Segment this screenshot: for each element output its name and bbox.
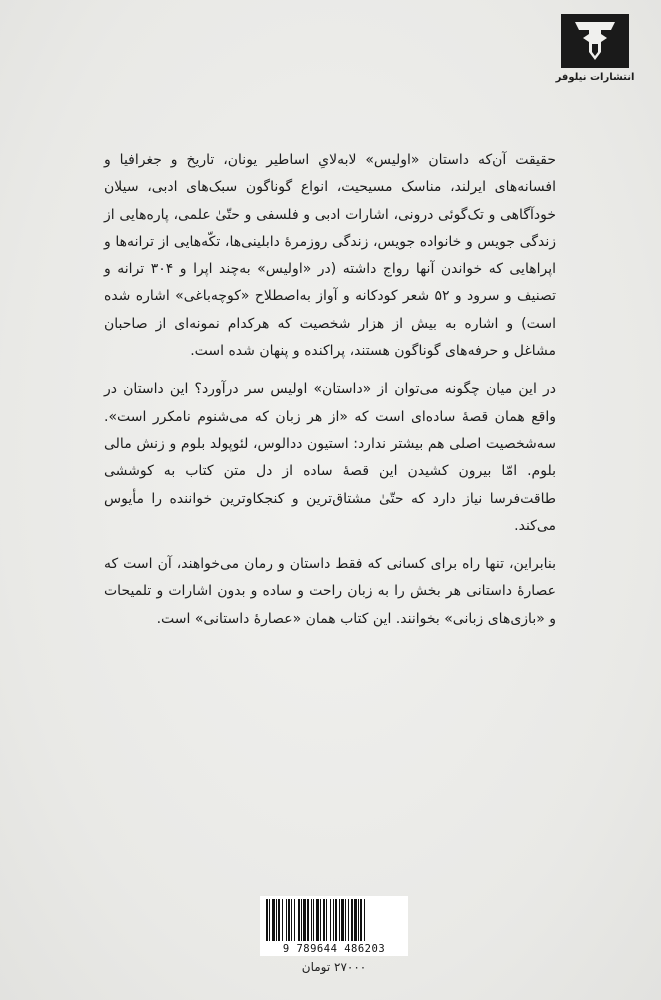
niloofar-logo-icon [561, 14, 629, 68]
paragraph-2: در این میان چگونه می‌توان از «داستان» اولیس سر درآورد؟ این داستان در واقع همان قصهٔ ساده‌ای است که «از هر زبان که می‌شنوم نامکرر است». سه‌شخصیت اصلی هم بیشتر ندارد: استیون ددالوس، لئوپولد بلوم و زنش مالی بلوم. امّا بیرون کشیدن این قصهٔ ساده از دل متن کتاب به کوششی طاقت‌فرسا نیاز دارد که حتّیٰ مشتاق‌ترین و کنجکاوترین خواننده را مأیوس می‌کند. [104, 381, 556, 534]
barcode-block [260, 896, 408, 974]
publisher-logo [557, 14, 633, 83]
publisher-name: انتشارات نیلوفر [555, 72, 635, 83]
paragraph-1: حقیقت آن‌که داستان «اولیس» لابه‌لایِ اساطیر یونان، تاریخ و جغرافیا و افسانه‌های ایرلند، مناسک مسیحیت، انواع گوناگون سبک‌های ادبی، سیلان خودآگاهی و تک‌گوئی درونی، اشارات ادبی و فلسفی و حتّیٰ علمی، پاره‌هایی از زندگی جویس و خانواده جویس، زندگی روزمرهٔ دابلینی‌ها، تکّه‌هایی از ترانه‌ها و اپراهایی که خواندن آنها رواج داشته (در «اولیس» به‌چند اپرا و ۳۰۴ ترانه و تصنیف و سرود و ۵۲ شعر کودکانه و آواز به‌اصطلاح «کوچه‌باغی» اشاره شده است) و اشاره به بیش از هزار شخصیت که هرکدام نمونه‌ای از صاحبان مشاغل و حرفه‌های گوناگون هستند، پراکنده و پنهان شده است. [104, 152, 556, 360]
isbn-number: 9 789644 486203 [282, 943, 386, 955]
paragraph-3: بنابراین، تنها راه برای کسانی که فقط داستان و رمان می‌خواهند، آن است که عصارهٔ داستانی هر بخش را به زبان راحت و ساده و بدون اشارات و تلمیحات و «بازی‌های زبانی» بخوانند. این کتاب همان «عصارهٔ داستانی» است. [104, 556, 556, 627]
price-label: ۲۷۰۰۰ تومان [301, 960, 367, 974]
blurb-text [104, 147, 556, 644]
barcode [260, 896, 408, 956]
barcode-icon [266, 899, 402, 943]
